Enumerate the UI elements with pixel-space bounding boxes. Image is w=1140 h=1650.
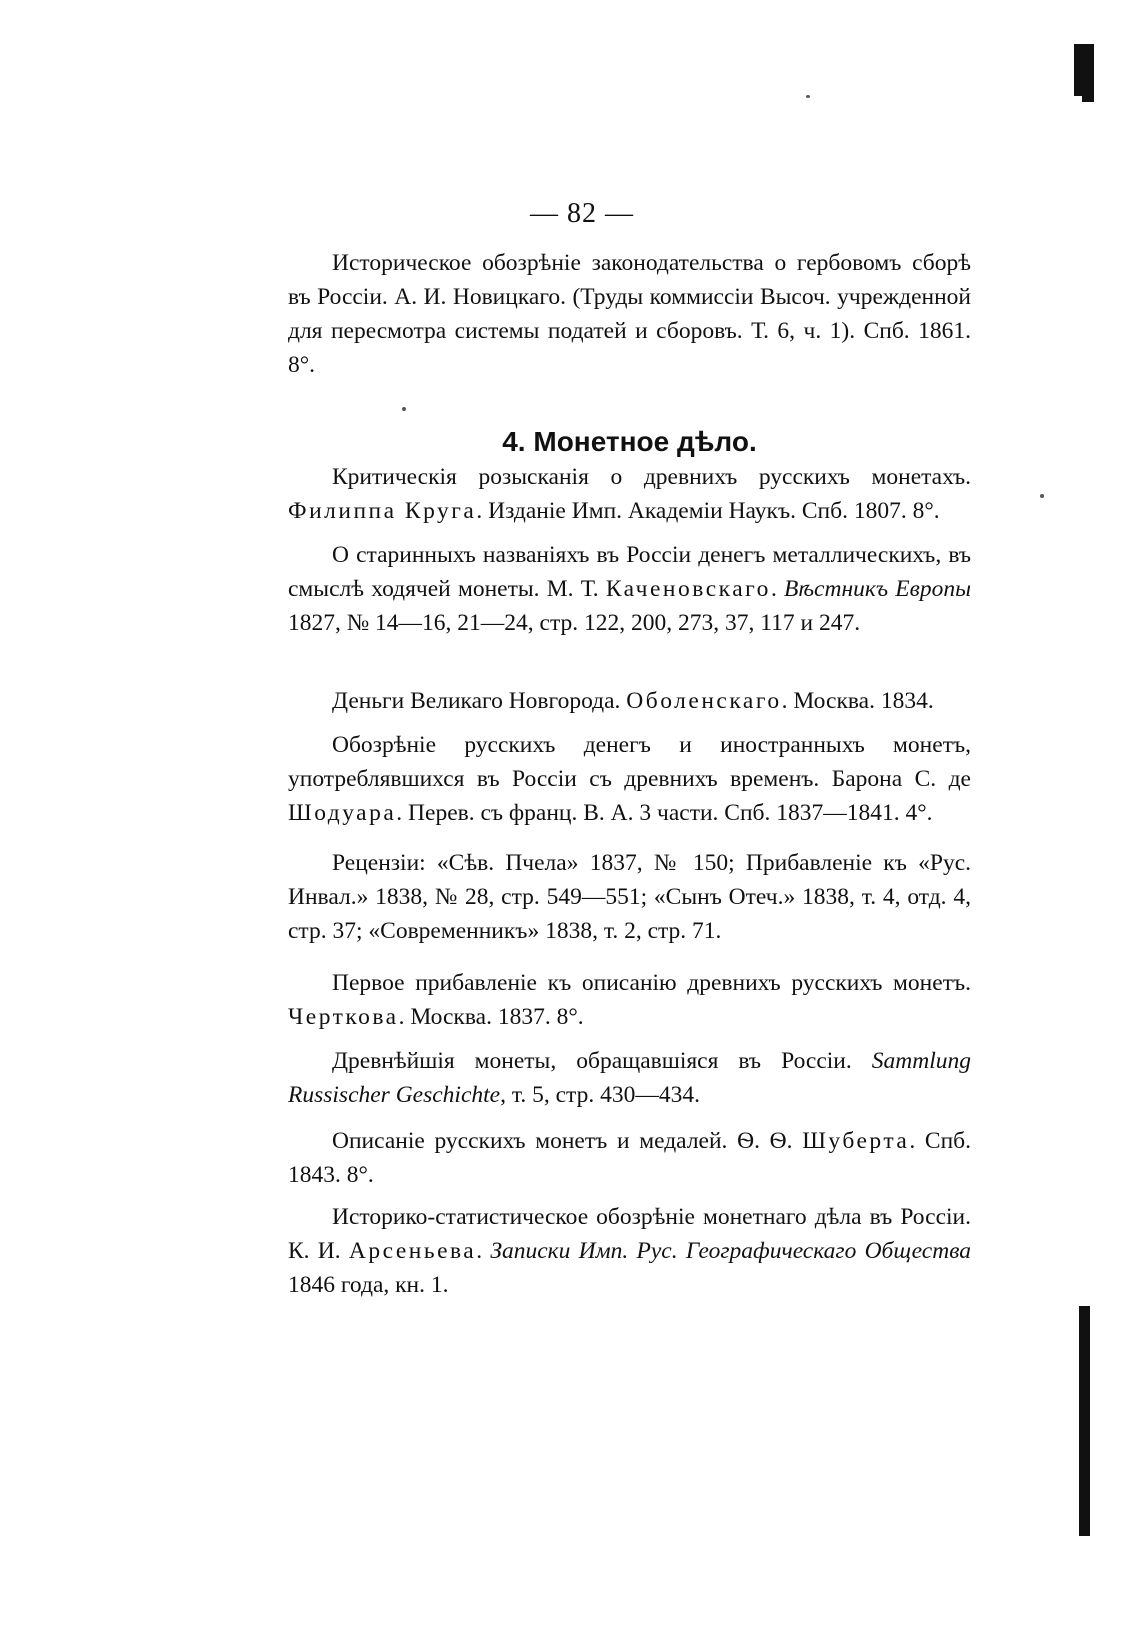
author-name: Каченовскаго (605, 576, 771, 602)
bibliography-entry (288, 1124, 971, 1192)
bibliography-entry: Историческое обозрѣніе законодательства о гербовомъ сборѣ въ Россіи. А. И. Новицкаго. (Труды коммиссіи Высоч. учрежденной для пересмотра системы податей и сборовъ. Т. 6, ч. 1). Спб. 1861. 8°. (288, 250, 971, 378)
entry-text: Описаніе русскихъ монетъ и медалей. Ѳ. Ѳ. (332, 1128, 803, 1154)
entry-block-9 (288, 1200, 971, 1302)
scan-edge-mark (1074, 44, 1094, 96)
entry-block-7 (288, 1044, 971, 1112)
entry-text: Критическія розысканія о древнихъ русскихъ монетахъ. (332, 464, 971, 490)
entry-text: . (770, 576, 785, 602)
journal-title: Записки Имп. Рус. Географическаго Общества (490, 1238, 971, 1264)
entry-block-2 (288, 538, 971, 640)
entry-text: Деньги Великаго Новгорода. (332, 688, 627, 714)
entry-block-6 (288, 966, 971, 1034)
author-name: Шодуара (288, 800, 397, 826)
entry-block-1 (288, 460, 971, 528)
page-number: — 82 — (530, 198, 634, 229)
scan-edge-mark (1079, 1306, 1090, 1536)
entry-text: . Изданіе Имп. Академіи Наукъ. Спб. 1807. 8°. (476, 498, 940, 524)
entry-top (288, 246, 971, 382)
author-name: Шуберта (802, 1128, 910, 1154)
scan-speck (806, 95, 810, 98)
entry-text: . Перев. съ франц. В. А. 3 части. Спб. 1837—1841. 4°. (396, 800, 933, 826)
scan-edge-mark (1082, 96, 1094, 102)
entry-text: О старинныхъ названіяхъ въ Россіи денегъ металлическихъ, въ смыслѣ ходячей монеты. М. Т. (288, 542, 971, 602)
entry-block-4 (288, 728, 971, 830)
bibliography-entry (288, 728, 971, 830)
entry-text: . (476, 1238, 491, 1264)
bibliography-entry (288, 1044, 971, 1112)
scan-speck (1040, 494, 1044, 498)
entry-text: , т. 5, стр. 430—434. (500, 1082, 700, 1108)
entry-text: 1827, № 14—16, 21—24, стр. 122, 200, 273, 37, 117 и 247. (288, 610, 861, 636)
author-name: Филиппа Круга (288, 498, 477, 524)
entry-text: . Спб. 1843. 8°. (288, 1128, 971, 1188)
bibliography-entry (288, 1200, 971, 1302)
author-name: Черткова (288, 1004, 399, 1030)
bibliography-entry: Рецензіи: «Сѣв. Пчела» 1837, № 150; Прибавленіе къ «Рус. Инвал.» 1838, № 28, стр. 549—551; «Сынъ Отеч.» 1838, т. 4, отд. 4, стр. 37; «Современникъ» 1838, т. 2, стр. 71. (288, 850, 971, 944)
bibliography-entry (288, 966, 971, 1034)
entry-text: 1846 года, кн. 1. (288, 1272, 449, 1298)
entry-text: . Москва. 1837. 8°. (398, 1004, 584, 1030)
bibliography-entry (288, 684, 971, 718)
entry-block-8 (288, 1124, 971, 1192)
entry-text: Древнѣйшія монеты, обращавшіяся въ Россіи. (332, 1048, 872, 1074)
entry-text: Первое прибавленіе къ описанію древнихъ русскихъ монетъ. (332, 970, 971, 996)
journal-title: Вѣстникъ Европы (784, 576, 971, 602)
scan-speck (402, 407, 406, 411)
entry-block-3 (288, 684, 971, 718)
entry-text: Обозрѣніе русскихъ денегъ и иностранныхъ монетъ, употреблявшихся въ Россіи съ древнихъ временъ. Барона С. де (288, 732, 971, 792)
entry-text: . Москва. 1834. (781, 688, 934, 714)
entry-block-5 (288, 846, 971, 948)
bibliography-entry (288, 460, 971, 528)
bibliography-entry (288, 538, 971, 640)
section-heading: 4. Монетное дѣло. (502, 426, 757, 457)
author-name: Оболенскаго (626, 688, 782, 714)
entry-text: Историко-статистическое обозрѣніе монетнаго дѣла въ Россіи. К. И. (288, 1204, 971, 1264)
author-name: Арсеньева (348, 1238, 477, 1264)
journal-title: Sammlung Russischer Geschichte (288, 1048, 971, 1108)
